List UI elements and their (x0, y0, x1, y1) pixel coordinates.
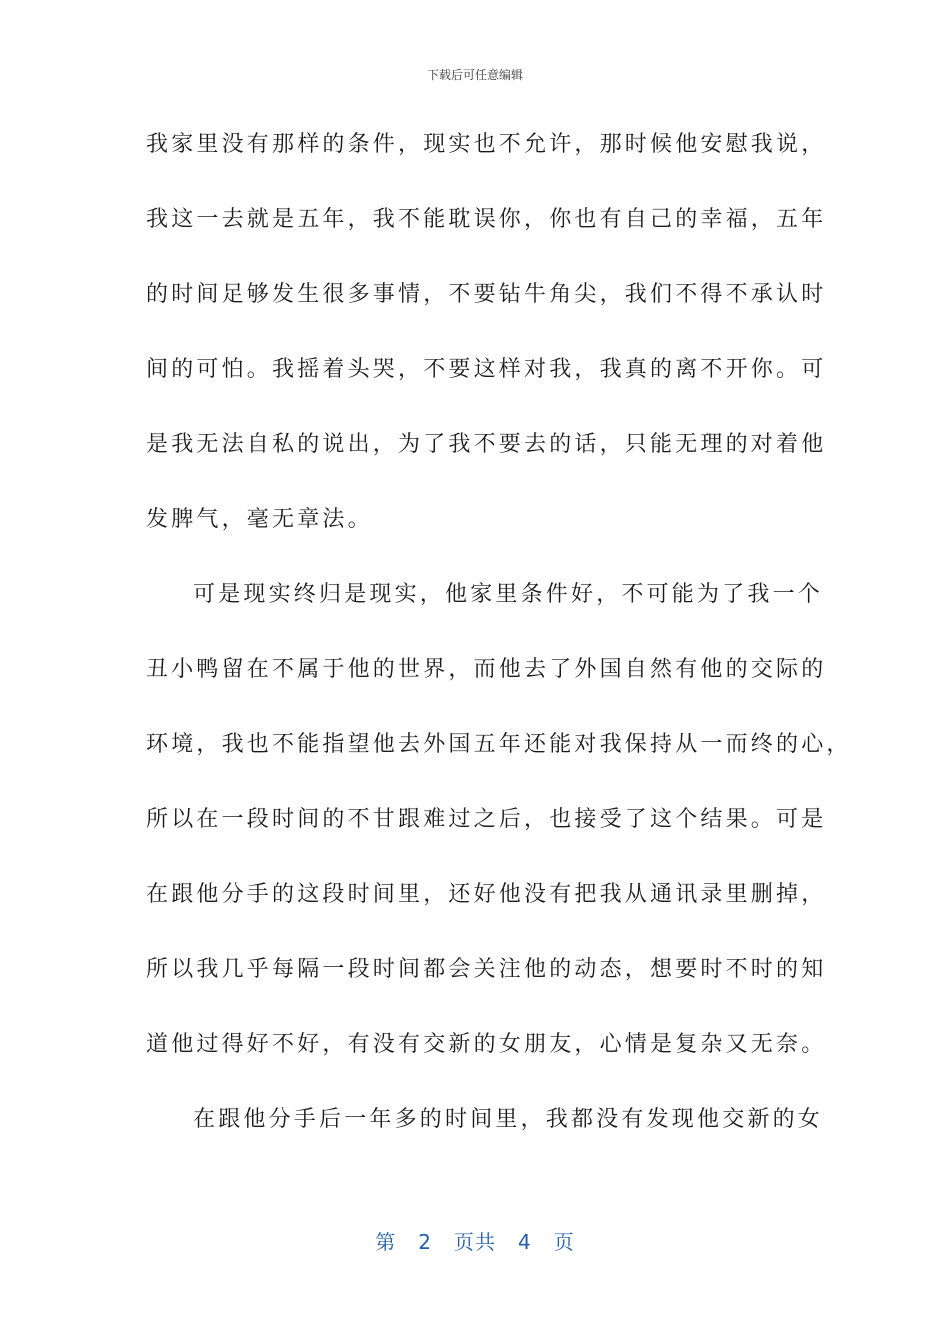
text-line: 道他过得好不好，有没有交新的女朋友，心情是复杂又无奈。 (146, 1032, 827, 1057)
text-line: 我家里没有那样的条件，现实也不允许，那时候他安慰我说， (146, 132, 827, 157)
text-line: 是我无法自私的说出，为了我不要去的话，只能无理的对着他 (146, 432, 827, 457)
current-page-number: 2 (418, 1230, 432, 1254)
page-header: 下载后可任意编辑 (426, 68, 523, 82)
total-pages-number: 4 (518, 1230, 532, 1254)
text-line: 环境，我也不能指望他去外国五年还能对我保持从一而终的心， (146, 732, 852, 757)
footer-suffix: 页 (553, 1230, 575, 1254)
text-line: 的时间足够发生很多事情，不要钻牛角尖，我们不得不承认时 (146, 282, 827, 307)
document-body (146, 123, 852, 1173)
text-line: 我这一去就是五年，我不能耽误你，你也有自己的幸福，五年 (146, 207, 827, 232)
text-line: 间的可怕。我摇着头哭，不要这样对我，我真的离不开你。可 (146, 357, 827, 382)
footer-prefix: 第 (375, 1230, 397, 1254)
text-line: 在跟他分手后一年多的时间里，我都没有发现他交新的女 (193, 1107, 824, 1132)
text-line: 所以我几乎每隔一段时间都会关注他的动态，想要时不时的知 (146, 957, 827, 982)
text-line: 在跟他分手的这段时间里，还好他没有把我从通讯录里删掉， (146, 882, 827, 907)
text-line: 发脾气，毫无章法。 (146, 507, 373, 532)
page-footer (0, 1226, 950, 1255)
text-line: 所以在一段时间的不甘跟难过之后，也接受了这个结果。可是 (146, 807, 827, 832)
footer-middle: 页共 (454, 1230, 496, 1254)
text-line: 丑小鸭留在不属于他的世界，而他去了外国自然有他的交际的 (146, 657, 827, 682)
text-line: 可是现实终归是现实，他家里条件好，不可能为了我一个 (193, 582, 824, 607)
